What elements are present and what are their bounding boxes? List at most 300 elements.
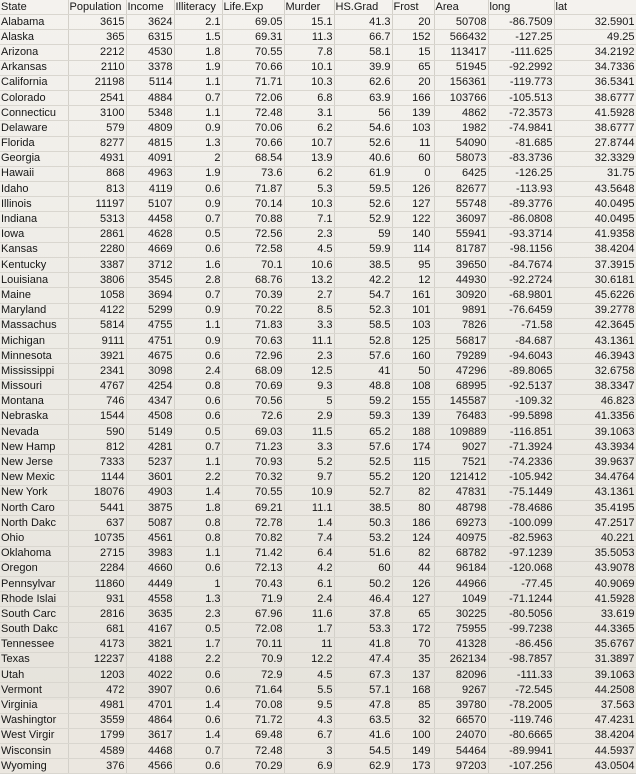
table-row <box>0 258 636 273</box>
cell-income: 4566 <box>126 759 174 774</box>
cell-hs-grad: 62.6 <box>334 75 392 90</box>
cell-illiteracy: 1.9 <box>174 60 222 75</box>
cell-life-exp: 72.78 <box>222 516 284 531</box>
cell-life-exp: 70.32 <box>222 470 284 485</box>
cell-long: -89.3776 <box>488 197 554 212</box>
cell-area: 54090 <box>434 136 488 151</box>
cell-murder: 6.1 <box>284 576 334 591</box>
column-header-illiteracy: Illiteracy <box>174 0 222 15</box>
cell-illiteracy: 0.8 <box>174 379 222 394</box>
table-row <box>0 668 636 683</box>
cell-lat: 44.2508 <box>554 683 636 698</box>
cell-life-exp: 69.21 <box>222 501 284 516</box>
table-row <box>0 90 636 105</box>
cell-population: 1058 <box>68 288 126 303</box>
cell-frost: 32 <box>392 713 434 728</box>
cell-state: Alaska <box>0 30 68 45</box>
cell-area: 79289 <box>434 349 488 364</box>
cell-long: -94.6043 <box>488 349 554 364</box>
cell-murder: 3.3 <box>284 440 334 455</box>
cell-area: 76483 <box>434 409 488 424</box>
cell-population: 3387 <box>68 258 126 273</box>
cell-murder: 5.3 <box>284 182 334 197</box>
cell-murder: 6.4 <box>284 546 334 561</box>
cell-area: 36097 <box>434 212 488 227</box>
cell-lat: 27.8744 <box>554 136 636 151</box>
cell-murder: 10.1 <box>284 60 334 75</box>
cell-area: 82677 <box>434 182 488 197</box>
cell-state: Kentucky <box>0 258 68 273</box>
cell-income: 4458 <box>126 212 174 227</box>
cell-frost: 0 <box>392 166 434 181</box>
cell-frost: 139 <box>392 106 434 121</box>
cell-population: 472 <box>68 683 126 698</box>
cell-hs-grad: 46.4 <box>334 592 392 607</box>
table-row <box>0 212 636 227</box>
cell-frost: 125 <box>392 333 434 348</box>
cell-lat: 40.221 <box>554 531 636 546</box>
cell-income: 5348 <box>126 106 174 121</box>
cell-murder: 9.5 <box>284 698 334 713</box>
cell-lat: 46.3943 <box>554 349 636 364</box>
cell-life-exp: 67.96 <box>222 607 284 622</box>
table-row <box>0 652 636 667</box>
table-row <box>0 425 636 440</box>
cell-population: 4589 <box>68 744 126 759</box>
cell-frost: 137 <box>392 668 434 683</box>
cell-life-exp: 72.6 <box>222 409 284 424</box>
cell-long: -72.3573 <box>488 106 554 121</box>
table-row <box>0 106 636 121</box>
cell-illiteracy: 0.9 <box>174 121 222 136</box>
cell-murder: 11.1 <box>284 501 334 516</box>
column-header-frost: Frost <box>392 0 434 15</box>
cell-area: 58073 <box>434 151 488 166</box>
cell-murder: 11.6 <box>284 607 334 622</box>
cell-life-exp: 70.63 <box>222 333 284 348</box>
cell-income: 4884 <box>126 90 174 105</box>
cell-illiteracy: 0.6 <box>174 561 222 576</box>
cell-state: New Hamp <box>0 440 68 455</box>
cell-hs-grad: 65.2 <box>334 425 392 440</box>
cell-frost: 166 <box>392 90 434 105</box>
cell-illiteracy: 2.2 <box>174 652 222 667</box>
cell-frost: 70 <box>392 637 434 652</box>
cell-hs-grad: 48.8 <box>334 379 392 394</box>
cell-murder: 11 <box>284 637 334 652</box>
cell-income: 5299 <box>126 303 174 318</box>
cell-population: 2110 <box>68 60 126 75</box>
cell-area: 47831 <box>434 485 488 500</box>
cell-state: Washingtor <box>0 713 68 728</box>
cell-frost: 35 <box>392 652 434 667</box>
cell-life-exp: 71.64 <box>222 683 284 698</box>
cell-area: 68995 <box>434 379 488 394</box>
cell-hs-grad: 50.3 <box>334 516 392 531</box>
cell-state: Iowa <box>0 227 68 242</box>
cell-murder: 4.5 <box>284 668 334 683</box>
cell-life-exp: 69.31 <box>222 30 284 45</box>
table-row <box>0 15 636 30</box>
cell-lat: 47.4231 <box>554 713 636 728</box>
table-row <box>0 592 636 607</box>
cell-income: 4558 <box>126 592 174 607</box>
cell-state: Connecticu <box>0 106 68 121</box>
cell-long: -109.32 <box>488 394 554 409</box>
cell-frost: 12 <box>392 273 434 288</box>
cell-long: -68.9801 <box>488 288 554 303</box>
cell-murder: 5.2 <box>284 455 334 470</box>
cell-frost: 126 <box>392 182 434 197</box>
cell-murder: 11.3 <box>284 30 334 45</box>
cell-population: 7333 <box>68 455 126 470</box>
cell-frost: 101 <box>392 303 434 318</box>
cell-life-exp: 72.9 <box>222 668 284 683</box>
cell-murder: 7.1 <box>284 212 334 227</box>
table-row <box>0 364 636 379</box>
cell-area: 156361 <box>434 75 488 90</box>
table-row <box>0 546 636 561</box>
cell-state: Oklahoma <box>0 546 68 561</box>
cell-income: 3635 <box>126 607 174 622</box>
cell-income: 3601 <box>126 470 174 485</box>
cell-illiteracy: 1.6 <box>174 258 222 273</box>
cell-area: 9027 <box>434 440 488 455</box>
cell-state: Vermont <box>0 683 68 698</box>
cell-murder: 10.6 <box>284 258 334 273</box>
cell-area: 44966 <box>434 576 488 591</box>
cell-population: 5313 <box>68 212 126 227</box>
table-row <box>0 136 636 151</box>
cell-area: 7521 <box>434 455 488 470</box>
cell-population: 3921 <box>68 349 126 364</box>
cell-life-exp: 70.56 <box>222 394 284 409</box>
cell-illiteracy: 2.3 <box>174 607 222 622</box>
cell-long: -105.513 <box>488 90 554 105</box>
cell-murder: 1.7 <box>284 622 334 637</box>
cell-lat: 44.5937 <box>554 744 636 759</box>
cell-income: 4864 <box>126 713 174 728</box>
cell-long: -120.068 <box>488 561 554 576</box>
cell-hs-grad: 52.5 <box>334 455 392 470</box>
table-row <box>0 470 636 485</box>
cell-income: 6315 <box>126 30 174 45</box>
cell-life-exp: 70.88 <box>222 212 284 227</box>
column-header-state: State <box>0 0 68 15</box>
cell-murder: 2.9 <box>284 409 334 424</box>
cell-lat: 38.6777 <box>554 90 636 105</box>
cell-murder: 9.7 <box>284 470 334 485</box>
cell-long: -92.2992 <box>488 60 554 75</box>
cell-income: 5114 <box>126 75 174 90</box>
cell-population: 1544 <box>68 409 126 424</box>
cell-illiteracy: 0.6 <box>174 713 222 728</box>
cell-lat: 43.1361 <box>554 333 636 348</box>
cell-illiteracy: 1.3 <box>174 136 222 151</box>
table-row <box>0 744 636 759</box>
cell-area: 1049 <box>434 592 488 607</box>
cell-area: 30920 <box>434 288 488 303</box>
cell-area: 48798 <box>434 501 488 516</box>
table-row <box>0 561 636 576</box>
cell-illiteracy: 1.8 <box>174 501 222 516</box>
cell-lat: 34.4764 <box>554 470 636 485</box>
cell-population: 1144 <box>68 470 126 485</box>
cell-frost: 155 <box>392 394 434 409</box>
cell-frost: 140 <box>392 227 434 242</box>
cell-murder: 6.9 <box>284 759 334 774</box>
cell-life-exp: 71.87 <box>222 182 284 197</box>
cell-murder: 11.5 <box>284 425 334 440</box>
cell-hs-grad: 54.7 <box>334 288 392 303</box>
table-row <box>0 531 636 546</box>
cell-illiteracy: 2.2 <box>174 470 222 485</box>
cell-murder: 13.9 <box>284 151 334 166</box>
cell-frost: 20 <box>392 15 434 30</box>
cell-income: 5107 <box>126 197 174 212</box>
cell-income: 4167 <box>126 622 174 637</box>
cell-long: -86.7509 <box>488 15 554 30</box>
cell-hs-grad: 59.3 <box>334 409 392 424</box>
table-row <box>0 698 636 713</box>
cell-state: Georgia <box>0 151 68 166</box>
cell-murder: 1.4 <box>284 516 334 531</box>
cell-population: 365 <box>68 30 126 45</box>
cell-long: -74.2336 <box>488 455 554 470</box>
cell-area: 103766 <box>434 90 488 105</box>
cell-population: 4767 <box>68 379 126 394</box>
cell-illiteracy: 1.5 <box>174 30 222 45</box>
cell-lat: 40.0495 <box>554 197 636 212</box>
column-header-hs-grad: HS.Grad <box>334 0 392 15</box>
cell-hs-grad: 40.6 <box>334 151 392 166</box>
cell-state: Ohio <box>0 531 68 546</box>
cell-long: -113.93 <box>488 182 554 197</box>
cell-life-exp: 70.14 <box>222 197 284 212</box>
cell-lat: 37.563 <box>554 698 636 713</box>
cell-population: 2541 <box>68 90 126 105</box>
cell-life-exp: 70.66 <box>222 60 284 75</box>
cell-frost: 65 <box>392 60 434 75</box>
cell-lat: 45.6226 <box>554 288 636 303</box>
cell-area: 39780 <box>434 698 488 713</box>
cell-area: 97203 <box>434 759 488 774</box>
cell-hs-grad: 53.3 <box>334 622 392 637</box>
cell-population: 11197 <box>68 197 126 212</box>
cell-population: 2715 <box>68 546 126 561</box>
cell-lat: 30.6181 <box>554 273 636 288</box>
cell-frost: 139 <box>392 409 434 424</box>
table-row <box>0 622 636 637</box>
cell-long: -119.746 <box>488 713 554 728</box>
cell-hs-grad: 47.4 <box>334 652 392 667</box>
cell-population: 2861 <box>68 227 126 242</box>
cell-income: 3378 <box>126 60 174 75</box>
cell-state: Wisconsin <box>0 744 68 759</box>
cell-lat: 38.3347 <box>554 379 636 394</box>
cell-area: 55748 <box>434 197 488 212</box>
cell-illiteracy: 0.5 <box>174 622 222 637</box>
cell-area: 55941 <box>434 227 488 242</box>
cell-illiteracy: 0.9 <box>174 333 222 348</box>
cell-illiteracy: 1.1 <box>174 106 222 121</box>
cell-hs-grad: 57.6 <box>334 440 392 455</box>
cell-state: South Carc <box>0 607 68 622</box>
cell-frost: 103 <box>392 121 434 136</box>
column-header-life-exp: Life.Exp <box>222 0 284 15</box>
cell-life-exp: 69.48 <box>222 728 284 743</box>
cell-state: Pennsylvar <box>0 576 68 591</box>
table-row <box>0 197 636 212</box>
cell-hs-grad: 37.8 <box>334 607 392 622</box>
cell-life-exp: 70.43 <box>222 576 284 591</box>
cell-lat: 46.823 <box>554 394 636 409</box>
cell-hs-grad: 50.2 <box>334 576 392 591</box>
cell-lat: 43.9078 <box>554 561 636 576</box>
cell-income: 3821 <box>126 637 174 652</box>
cell-state: Nebraska <box>0 409 68 424</box>
cell-hs-grad: 62.9 <box>334 759 392 774</box>
cell-state: Alabama <box>0 15 68 30</box>
cell-murder: 6.2 <box>284 166 334 181</box>
cell-life-exp: 70.69 <box>222 379 284 394</box>
cell-lat: 35.6767 <box>554 637 636 652</box>
cell-long: -92.5137 <box>488 379 554 394</box>
cell-hs-grad: 41.6 <box>334 728 392 743</box>
cell-income: 3694 <box>126 288 174 303</box>
cell-hs-grad: 52.6 <box>334 197 392 212</box>
header-row <box>0 0 636 15</box>
cell-hs-grad: 57.1 <box>334 683 392 698</box>
table-row <box>0 45 636 60</box>
cell-hs-grad: 54.5 <box>334 744 392 759</box>
cell-area: 1982 <box>434 121 488 136</box>
cell-frost: 82 <box>392 485 434 500</box>
cell-illiteracy: 0.6 <box>174 759 222 774</box>
cell-murder: 4.5 <box>284 242 334 257</box>
cell-population: 4122 <box>68 303 126 318</box>
cell-long: -71.58 <box>488 318 554 333</box>
cell-state: New York <box>0 485 68 500</box>
cell-income: 5237 <box>126 455 174 470</box>
cell-illiteracy: 0.9 <box>174 303 222 318</box>
cell-population: 5441 <box>68 501 126 516</box>
table-row <box>0 379 636 394</box>
cell-frost: 127 <box>392 592 434 607</box>
cell-frost: 108 <box>392 379 434 394</box>
cell-frost: 122 <box>392 212 434 227</box>
cell-area: 41328 <box>434 637 488 652</box>
column-header-population: Population <box>68 0 126 15</box>
cell-illiteracy: 1.4 <box>174 698 222 713</box>
cell-state: Montana <box>0 394 68 409</box>
cell-lat: 35.4195 <box>554 501 636 516</box>
table-row <box>0 227 636 242</box>
cell-life-exp: 71.9 <box>222 592 284 607</box>
cell-population: 21198 <box>68 75 126 90</box>
cell-lat: 40.0495 <box>554 212 636 227</box>
cell-state: Louisiana <box>0 273 68 288</box>
cell-life-exp: 73.6 <box>222 166 284 181</box>
cell-long: -105.942 <box>488 470 554 485</box>
cell-population: 812 <box>68 440 126 455</box>
cell-income: 3875 <box>126 501 174 516</box>
cell-area: 113417 <box>434 45 488 60</box>
cell-long: -84.7674 <box>488 258 554 273</box>
cell-long: -82.5963 <box>488 531 554 546</box>
cell-murder: 12.5 <box>284 364 334 379</box>
cell-frost: 173 <box>392 759 434 774</box>
cell-murder: 12.2 <box>284 652 334 667</box>
cell-hs-grad: 52.3 <box>334 303 392 318</box>
cell-income: 4675 <box>126 349 174 364</box>
cell-murder: 2.3 <box>284 227 334 242</box>
cell-frost: 168 <box>392 683 434 698</box>
cell-murder: 10.3 <box>284 75 334 90</box>
cell-state: Hawaii <box>0 166 68 181</box>
cell-life-exp: 69.03 <box>222 425 284 440</box>
table-row <box>0 242 636 257</box>
cell-life-exp: 72.58 <box>222 242 284 257</box>
cell-life-exp: 72.06 <box>222 90 284 105</box>
cell-frost: 161 <box>392 288 434 303</box>
cell-long: -74.9841 <box>488 121 554 136</box>
cell-murder: 3.1 <box>284 106 334 121</box>
cell-long: -72.545 <box>488 683 554 698</box>
cell-state: Maryland <box>0 303 68 318</box>
cell-life-exp: 71.83 <box>222 318 284 333</box>
cell-lat: 43.5648 <box>554 182 636 197</box>
cell-illiteracy: 0.6 <box>174 182 222 197</box>
cell-state: South Dakc <box>0 622 68 637</box>
cell-hs-grad: 61.9 <box>334 166 392 181</box>
cell-lat: 37.3915 <box>554 258 636 273</box>
cell-lat: 39.9637 <box>554 455 636 470</box>
cell-hs-grad: 41.3 <box>334 15 392 30</box>
table-row <box>0 182 636 197</box>
table-row <box>0 485 636 500</box>
column-header-lat: lat <box>554 0 636 15</box>
cell-frost: 126 <box>392 576 434 591</box>
cell-hs-grad: 41 <box>334 364 392 379</box>
cell-lat: 43.1361 <box>554 485 636 500</box>
cell-income: 4091 <box>126 151 174 166</box>
table-row <box>0 333 636 348</box>
cell-population: 376 <box>68 759 126 774</box>
cell-hs-grad: 63.5 <box>334 713 392 728</box>
cell-hs-grad: 42.2 <box>334 273 392 288</box>
cell-population: 9111 <box>68 333 126 348</box>
cell-life-exp: 70.55 <box>222 485 284 500</box>
cell-population: 12237 <box>68 652 126 667</box>
cell-hs-grad: 57.6 <box>334 349 392 364</box>
cell-life-exp: 72.56 <box>222 227 284 242</box>
cell-lat: 38.4204 <box>554 242 636 257</box>
cell-life-exp: 72.48 <box>222 106 284 121</box>
cell-state: Florida <box>0 136 68 151</box>
cell-population: 3615 <box>68 15 126 30</box>
cell-long: -92.2724 <box>488 273 554 288</box>
cell-illiteracy: 0.8 <box>174 531 222 546</box>
cell-lat: 32.6758 <box>554 364 636 379</box>
cell-area: 121412 <box>434 470 488 485</box>
cell-long: -111.625 <box>488 45 554 60</box>
cell-hs-grad: 52.6 <box>334 136 392 151</box>
cell-state: Delaware <box>0 121 68 136</box>
cell-long: -86.456 <box>488 637 554 652</box>
cell-income: 4809 <box>126 121 174 136</box>
cell-illiteracy: 0.6 <box>174 349 222 364</box>
